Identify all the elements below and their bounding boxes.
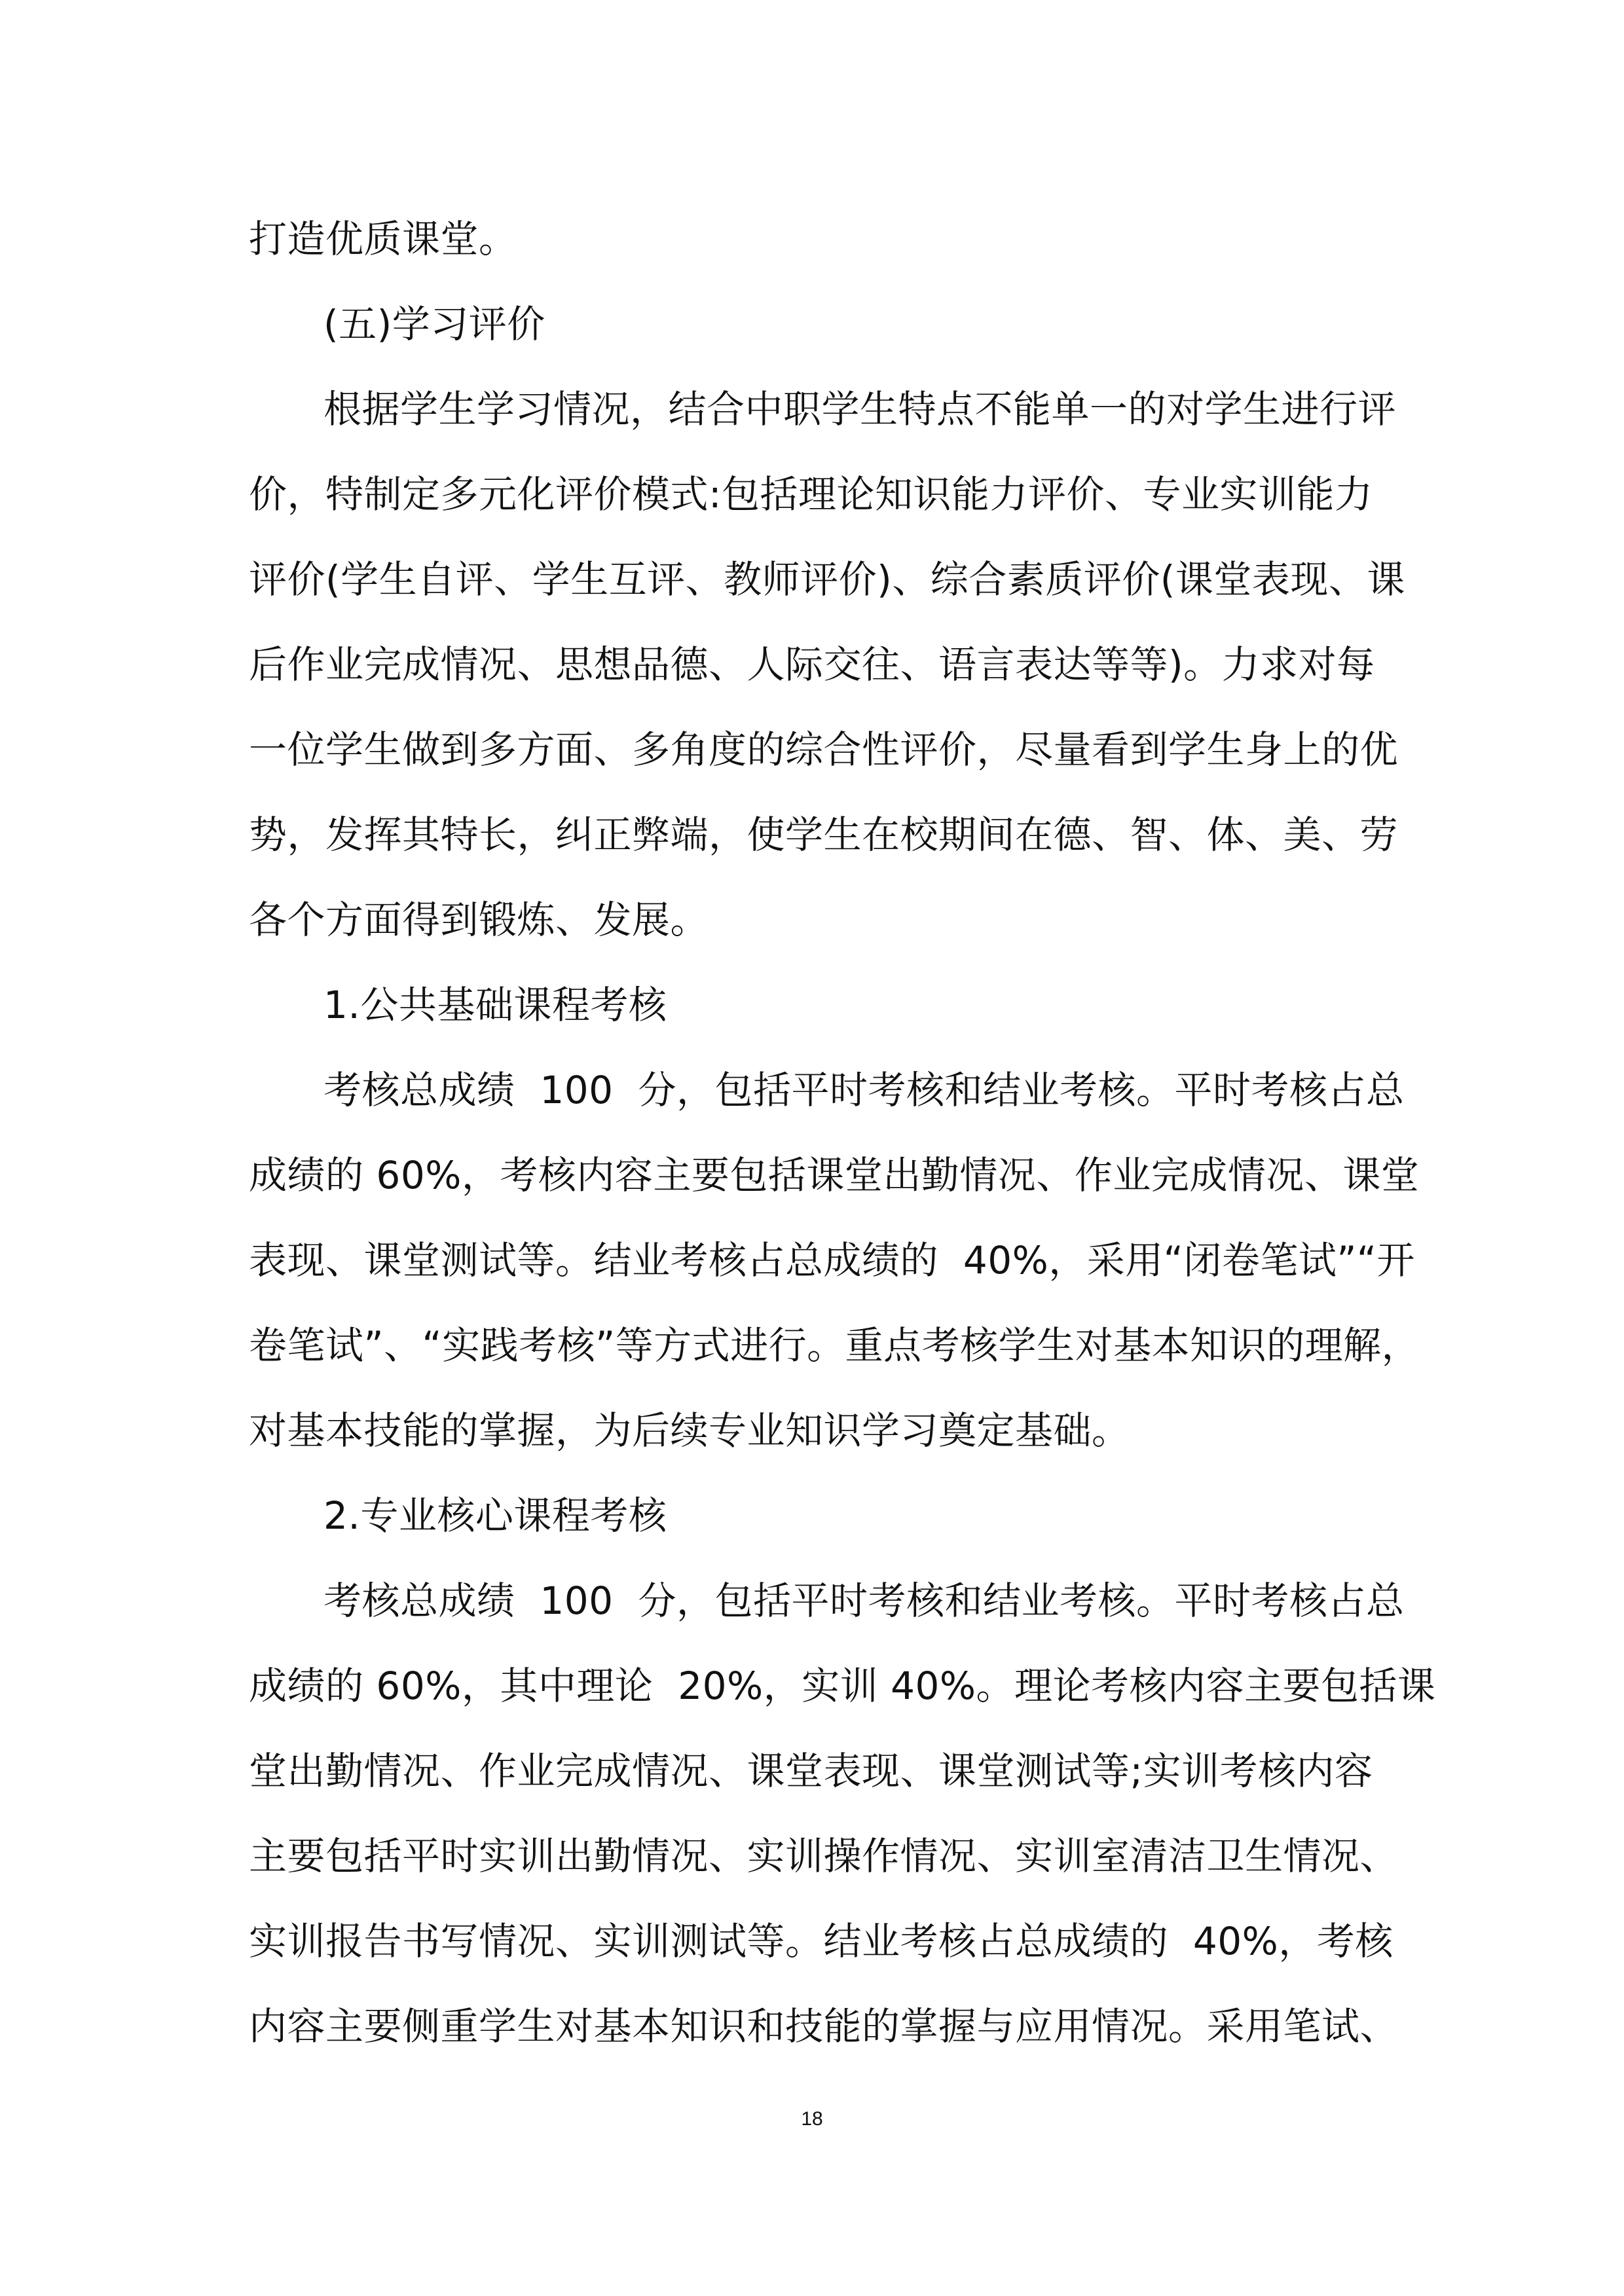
text-line: 各个方面得到锻炼、发展。 xyxy=(249,898,709,942)
text-line: 对基本技能的掌握，为后续专业知识学习奠定基础。 xyxy=(249,1408,1130,1453)
text-line: 实训报告书写情况、实训测试等。结业考核占总成绩的 40%，考核 xyxy=(249,1919,1393,1963)
text-line: 一位学生做到多方面、多角度的综合性评价，尽量看到学生身上的优 xyxy=(249,727,1399,772)
text-line: 主要包括平时实训出勤情况、实训操作情况、实训室清洁卫生情况、 xyxy=(249,1834,1399,1878)
text-line: 堂出勤情况、作业完成情况、课堂表现、课堂测试等;实训考核内容 xyxy=(249,1749,1373,1793)
text-line: 价，特制定多元化评价模式:包括理论知识能力评价、专业实训能力 xyxy=(249,472,1373,517)
text-line: 卷笔试”、“实践考核”等方式进行。重点考核学生对基本知识的理解， xyxy=(249,1323,1420,1368)
text-line: 内容主要侧重学生对基本知识和技能的掌握与应用情况。采用笔试、 xyxy=(249,2004,1399,2049)
subsection-heading: 2.专业核心课程考核 xyxy=(323,1493,667,1538)
section-heading: (五)学习评价 xyxy=(323,302,545,346)
text-line: 成绩的 60%，其中理论 20%，实训 40%。理论考核内容主要包括课 xyxy=(249,1664,1436,1708)
text-line: 考核总成绩 100 分，包括平时考核和结业考核。平时考核占总 xyxy=(323,1068,1405,1112)
text-line: 势，发挥其特长，纠正弊端，使学生在校期间在德、智、体、美、劳 xyxy=(249,812,1399,857)
text-line: 打造优质课堂。 xyxy=(249,217,517,261)
text-line: 根据学生学习情况，结合中职学生特点不能单一的对学生进行评 xyxy=(323,387,1397,431)
text-line: 评价(学生自评、学生互评、教师评价)、综合素质评价(课堂表现、课 xyxy=(249,557,1405,602)
text-line: 成绩的 60%，考核内容主要包括课堂出勤情况、作业完成情况、课堂 xyxy=(249,1153,1420,1197)
page-number: 18 xyxy=(801,2108,823,2130)
text-line: 考核总成绩 100 分，包括平时考核和结业考核。平时考核占总 xyxy=(323,1578,1405,1623)
text-line: 后作业完成情况、思想品德、人际交往、语言表达等等)。力求对每 xyxy=(249,642,1375,687)
subsection-heading: 1.公共基础课程考核 xyxy=(323,983,667,1027)
text-line: 表现、课堂测试等。结业考核占总成绩的 40%，采用“闭卷笔试”“开 xyxy=(249,1238,1415,1283)
